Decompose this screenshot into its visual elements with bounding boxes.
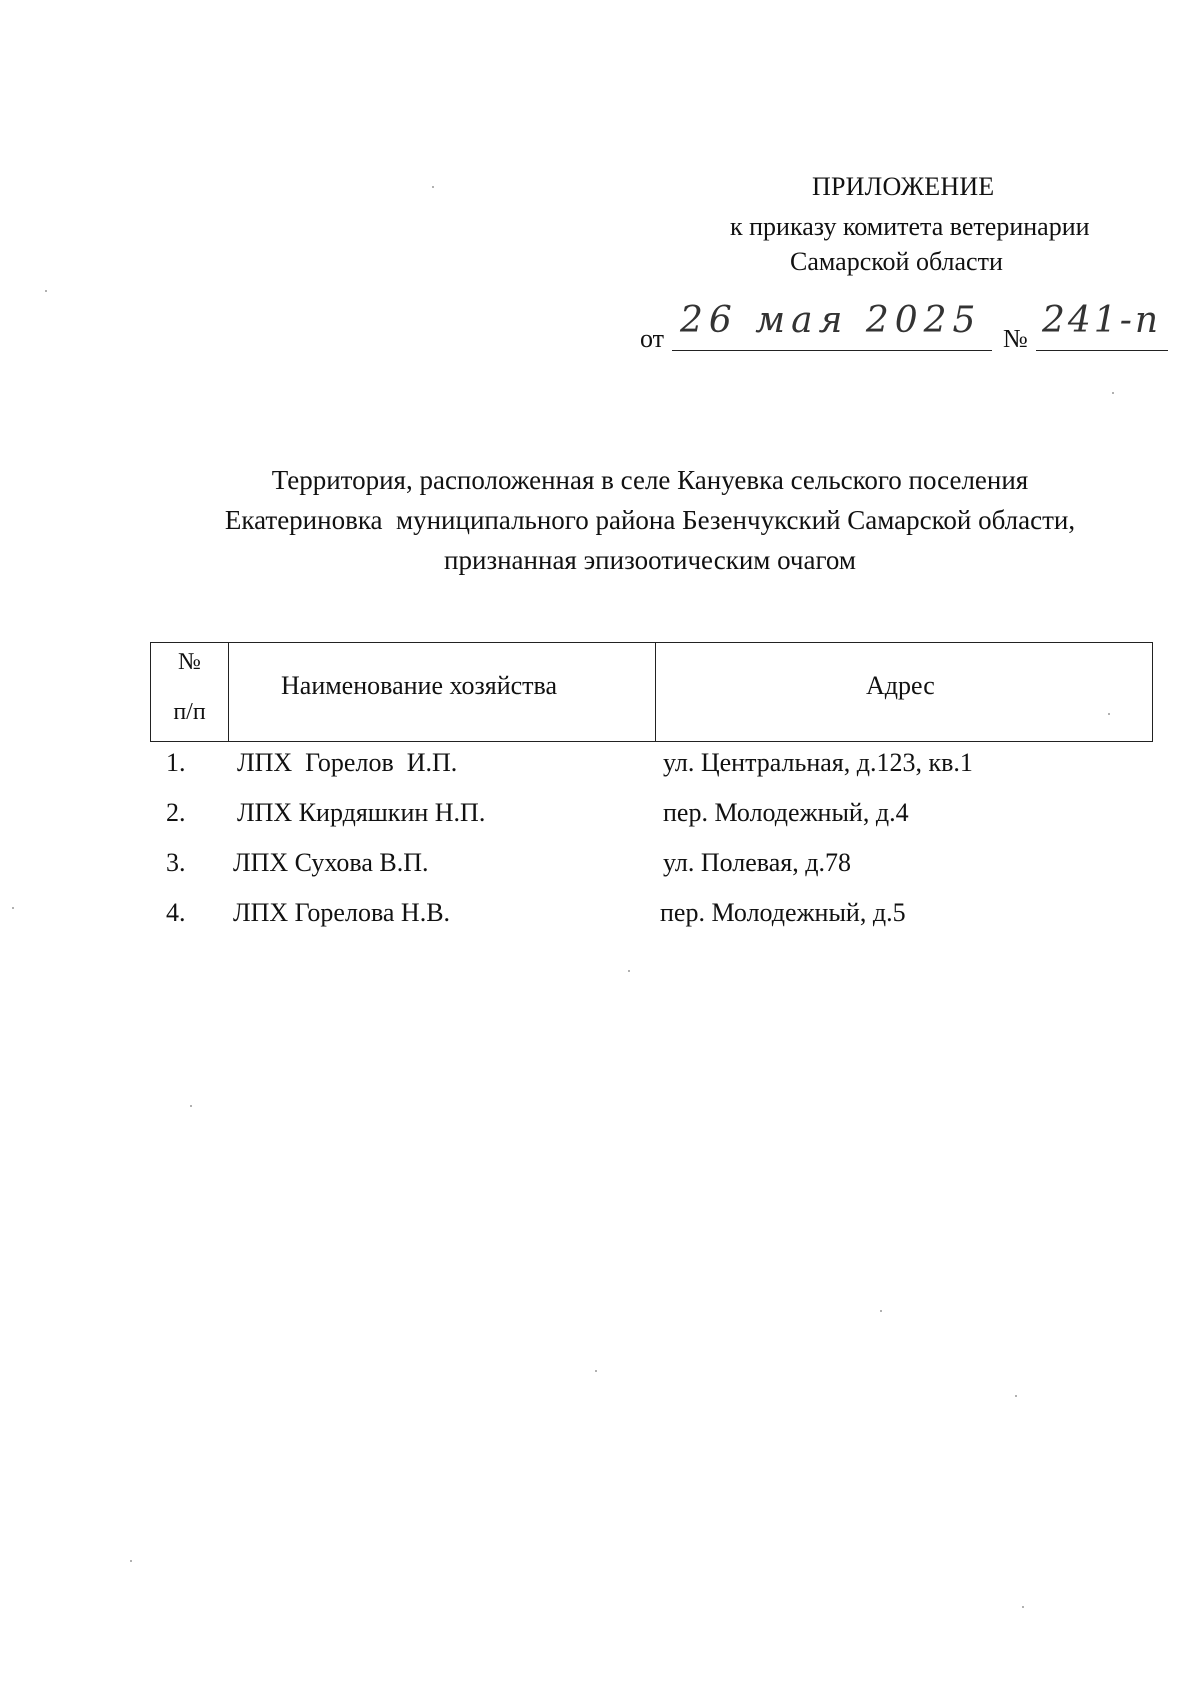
row-farm-name: ЛПХ Горелов И.П.	[237, 748, 458, 777]
row-number: 2.	[166, 798, 186, 827]
table-header	[150, 642, 1153, 742]
scan-speck	[1022, 1606, 1024, 1608]
scan-speck	[130, 1560, 132, 1562]
table-row	[0, 842, 1200, 892]
scan-speck	[12, 907, 14, 909]
order-date-number-row	[0, 300, 1200, 360]
order-date-field	[672, 302, 992, 351]
header-cell-address	[656, 643, 1152, 741]
document-heading	[100, 460, 1200, 580]
table-row	[0, 742, 1200, 792]
header-number-abbrev: п/п	[173, 699, 206, 725]
scan-speck	[1015, 1395, 1017, 1397]
row-farm-name: ЛПХ Кирдяшкин Н.П.	[237, 798, 486, 827]
order-from-label: от	[640, 324, 665, 353]
appendix-region: Самарской области	[790, 247, 1003, 276]
scan-speck	[595, 1370, 597, 1372]
row-farm-name: ЛПХ Сухова В.П.	[233, 848, 429, 877]
scan-speck	[880, 1310, 882, 1312]
scan-speck	[1108, 713, 1110, 715]
heading-line-1: Территория, расположенная в селе Кануевка сельского поселения	[271, 465, 1029, 495]
order-number-label: №	[1003, 324, 1028, 353]
order-date-handwritten: 26 мая 2025	[680, 300, 982, 341]
row-number: 4.	[166, 898, 186, 927]
scan-speck	[1112, 392, 1114, 394]
heading-line-2: Екатериновка муниципального района Безенчукский Самарской области,	[224, 505, 1076, 535]
header-cell-number	[151, 643, 229, 741]
table-row	[0, 892, 1200, 942]
row-address: пер. Молодежный, д.4	[663, 798, 909, 827]
order-number-handwritten: 241-п	[1042, 300, 1162, 341]
appendix-title: ПРИЛОЖЕНИЕ	[812, 172, 995, 201]
heading-line-3: признанная эпизоотическим очагом	[444, 545, 856, 575]
header-number-sign: №	[178, 649, 201, 675]
table-row	[0, 792, 1200, 842]
scan-speck	[628, 970, 630, 972]
scan-speck	[45, 290, 47, 292]
header-farm-name-label: Наименование хозяйства	[281, 671, 558, 700]
row-address: ул. Полевая, д.78	[663, 848, 851, 877]
row-number: 1.	[166, 748, 186, 777]
scan-speck	[190, 1105, 192, 1107]
header-address-label: Адрес	[866, 671, 935, 700]
order-number-field	[1036, 302, 1168, 351]
header-cell-farm-name	[229, 643, 656, 741]
appendix-order-reference: к приказу комитета ветеринарии	[730, 212, 1090, 241]
row-address: ул. Центральная, д.123, кв.1	[663, 748, 973, 777]
row-farm-name: ЛПХ Горелова Н.В.	[233, 898, 451, 927]
scan-speck	[432, 186, 434, 188]
row-number: 3.	[166, 848, 186, 877]
row-address: пер. Молодежный, д.5	[660, 898, 906, 927]
